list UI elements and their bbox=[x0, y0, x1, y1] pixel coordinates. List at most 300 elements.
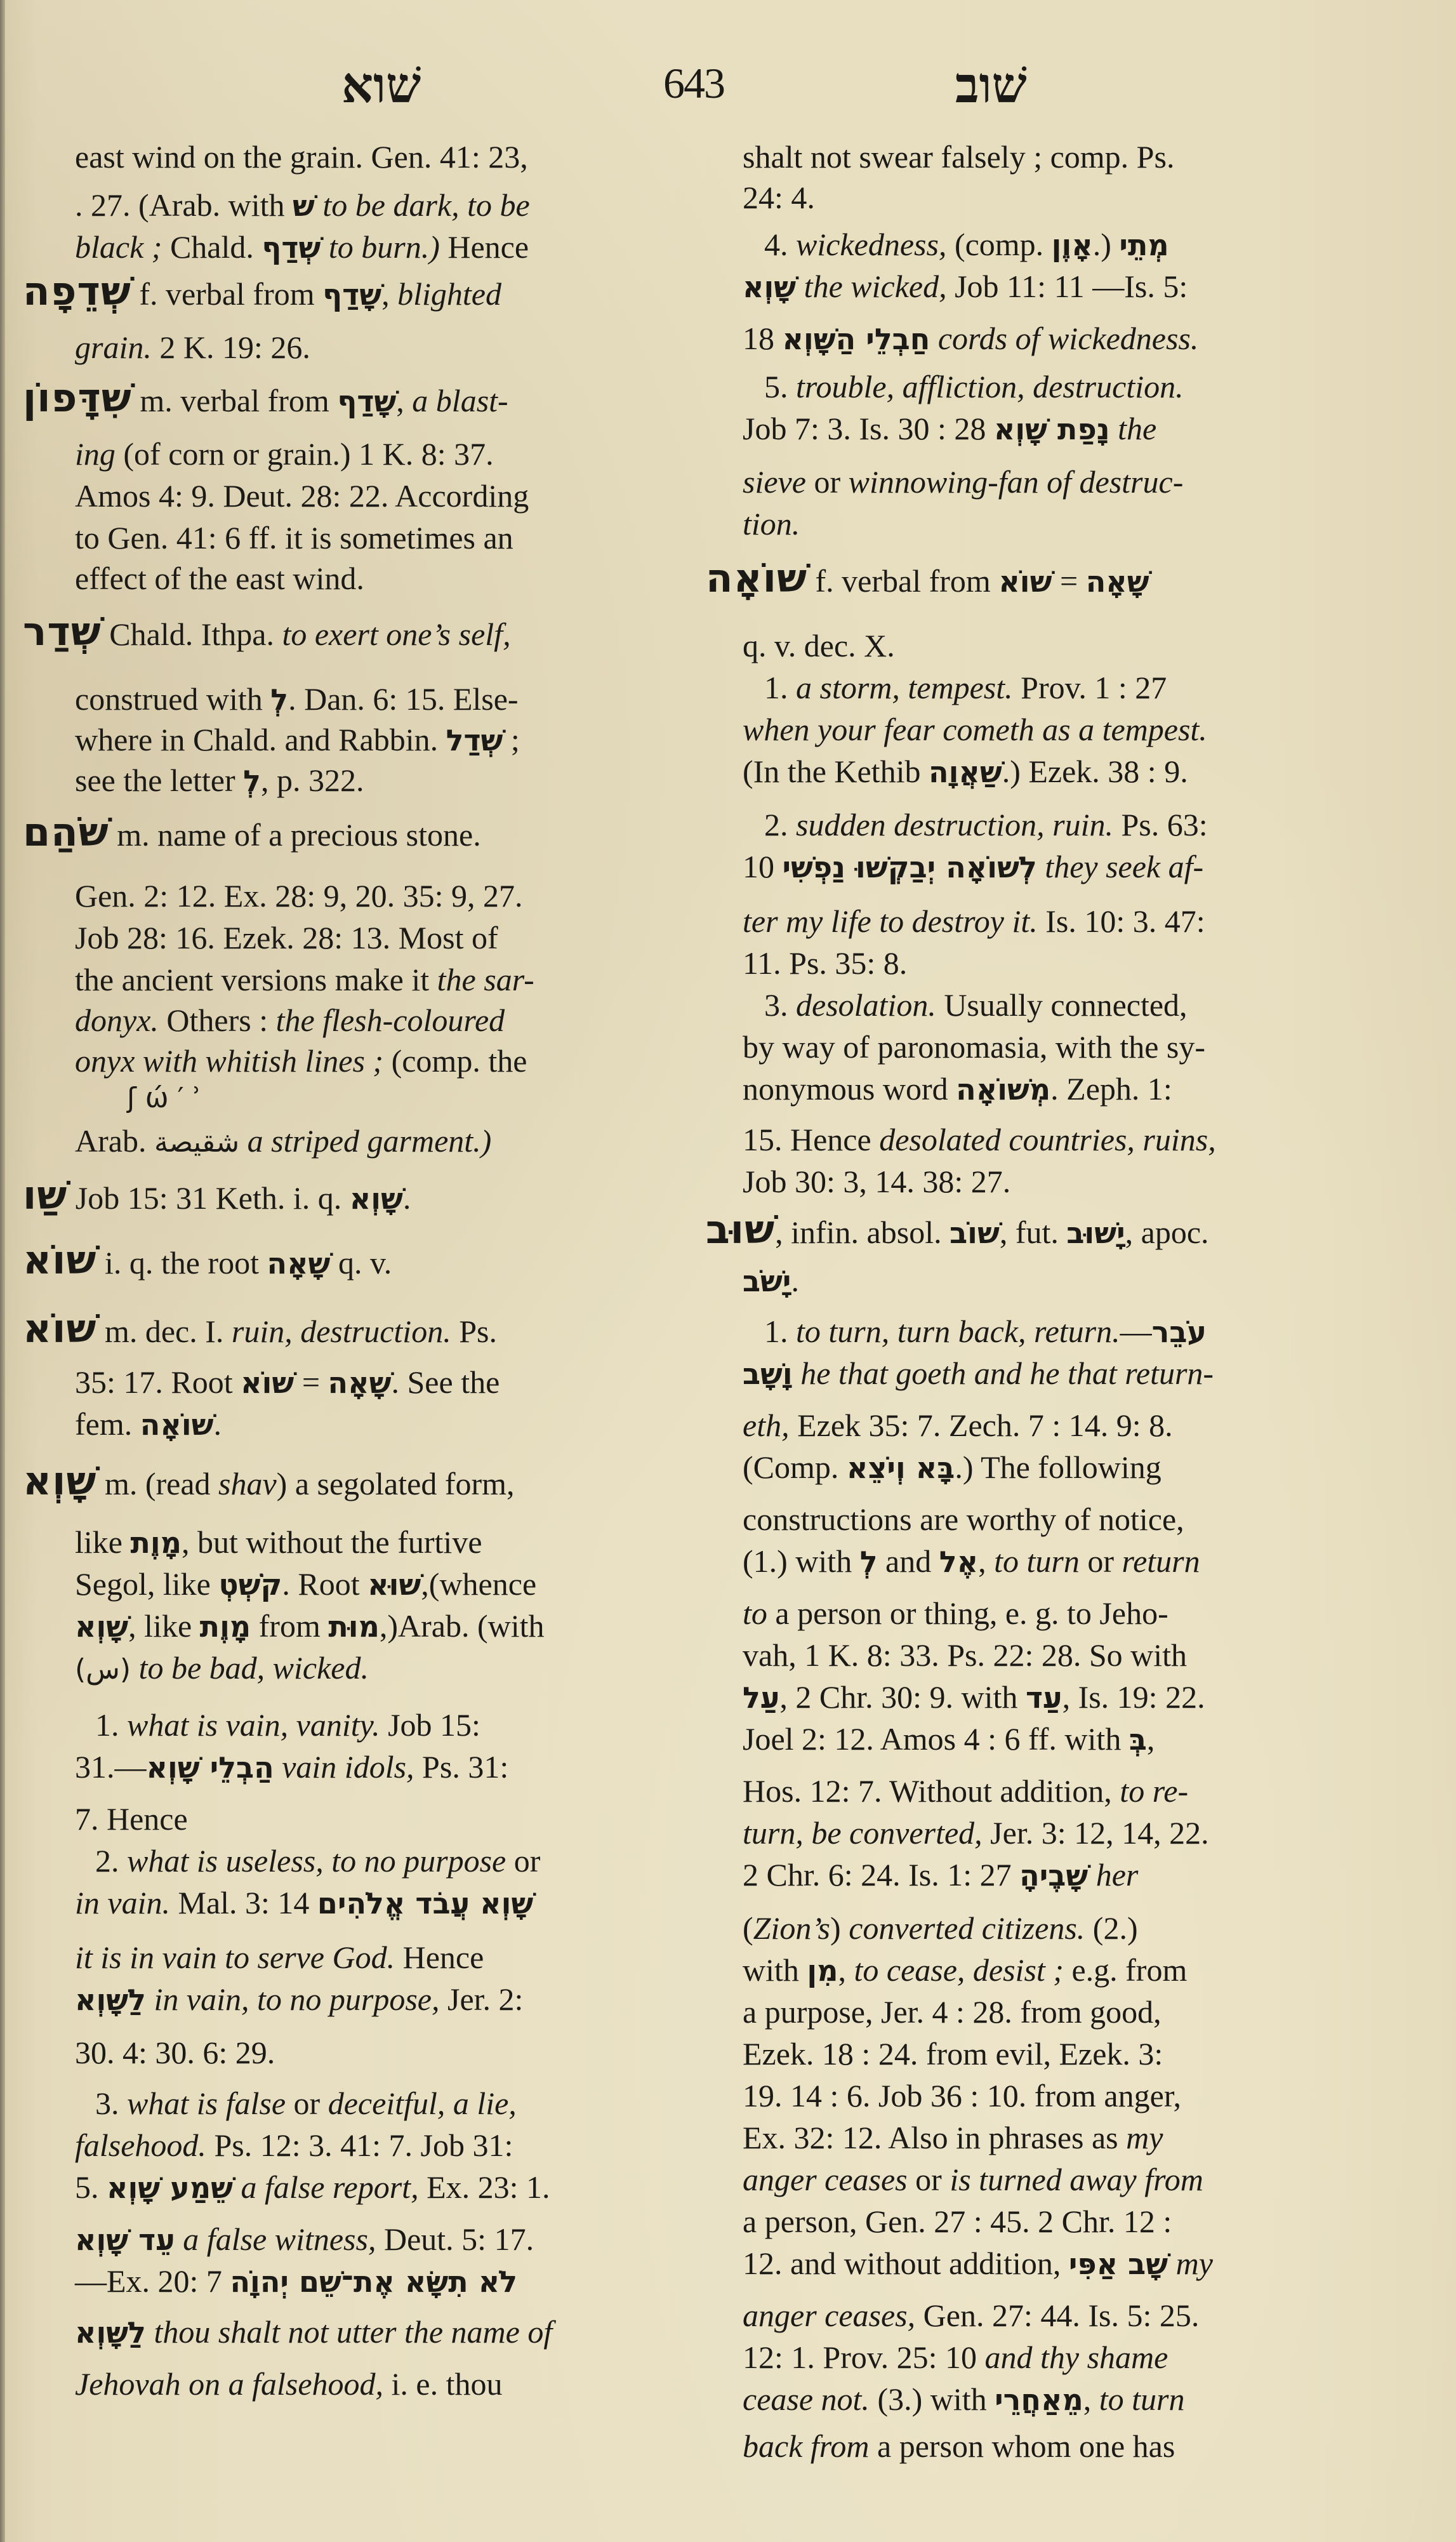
text-roman: Ps. 31: bbox=[414, 1749, 509, 1785]
text-line bbox=[743, 2034, 1163, 2073]
text-italic: a blast- bbox=[412, 383, 508, 418]
text-italic: to cease, desist ; bbox=[854, 1952, 1064, 1988]
text-roman: 4. bbox=[764, 227, 796, 262]
text-line bbox=[764, 668, 1167, 707]
hebrew-word: לְ bbox=[859, 1545, 878, 1579]
text-italic: to re- bbox=[1120, 1773, 1189, 1809]
text-italic: return bbox=[1122, 1543, 1200, 1579]
text-italic: her bbox=[1088, 1857, 1139, 1893]
text-italic: trouble, affliction, destruction. bbox=[796, 369, 1184, 404]
text-roman: Is. 10: 3. 47: bbox=[1037, 903, 1205, 939]
text-roman: see the letter bbox=[75, 762, 244, 798]
text-italic: a false report, bbox=[232, 2169, 419, 2205]
headword: שׁוֹאָה bbox=[706, 555, 808, 601]
text-line bbox=[75, 1564, 536, 1604]
headword: שׁוֹא bbox=[23, 1305, 97, 1352]
text-roman: or bbox=[286, 2086, 328, 2121]
hebrew-word: מְתֵי bbox=[1119, 228, 1169, 262]
text-roman: Ex. 23: 1. bbox=[418, 2169, 550, 2205]
hebrew-word: לְ bbox=[270, 682, 289, 717]
text-roman: ( bbox=[743, 1910, 753, 1946]
hebrew-word: שָׁב אַפִּי bbox=[1068, 2247, 1168, 2281]
text-roman: , infin. absol. bbox=[775, 1214, 950, 1250]
text-roman: Chald. bbox=[162, 229, 262, 265]
text-roman: to Gen. 41: 6 ff. it is sometimes an bbox=[75, 520, 513, 556]
text-roman: or bbox=[907, 2162, 950, 2197]
text-roman: 12: 1. Prov. 25: 10 bbox=[743, 2339, 985, 2375]
hebrew-word: שָׁאָה bbox=[267, 1246, 331, 1281]
hebrew-word: לְ bbox=[243, 764, 261, 798]
hebrew-word: לַשָּׁוְא bbox=[75, 1983, 146, 2017]
hebrew-word: אָוֶן bbox=[1051, 228, 1093, 262]
text-roman: Hos. 12: 7. Without addition, bbox=[743, 1773, 1120, 1809]
text-line bbox=[743, 1992, 1161, 2032]
text-roman: the ancient versions make it bbox=[75, 962, 437, 997]
text-line bbox=[743, 752, 1188, 791]
text-roman: . Zeph. 1: bbox=[1050, 1071, 1172, 1107]
text-roman: Amos 4: 9. Deut. 28: 22. According bbox=[75, 478, 529, 514]
text-italic: to bbox=[743, 1595, 767, 1631]
text-roman: Arab. bbox=[75, 1123, 154, 1159]
text-line bbox=[743, 710, 1207, 749]
text-line bbox=[743, 1500, 1184, 1539]
text-line bbox=[743, 267, 1188, 306]
text-roman: 3. bbox=[764, 987, 796, 1023]
text-italic: a striped garment.) bbox=[239, 1123, 492, 1159]
hebrew-word: שְׁדַף bbox=[261, 230, 321, 265]
text-line bbox=[75, 2033, 275, 2072]
page-binding-edge bbox=[0, 0, 5, 2542]
text-line bbox=[23, 1172, 411, 1218]
text-roman: Gen. 2: 12. Ex. 28: 9, 20. 35: 9, 27. bbox=[75, 878, 523, 914]
text-roman: Others : bbox=[158, 1002, 276, 1038]
hebrew-word: שֵׁמַע שָׁוְא bbox=[107, 2171, 233, 2205]
text-roman: f. verbal from bbox=[807, 563, 999, 599]
hebrew-word: מוּת bbox=[328, 1609, 380, 1644]
text-roman: vah, 1 K. 8: 33. Ps. 22: 28. So with bbox=[743, 1637, 1188, 1673]
text-italic: turn, be converted, bbox=[743, 1815, 983, 1851]
text-line bbox=[743, 1354, 1214, 1393]
text-roman: 2. bbox=[95, 1843, 127, 1879]
text-line bbox=[75, 960, 534, 999]
hebrew-word: יָשׁוּב bbox=[1066, 1216, 1125, 1250]
hebrew-word: שׁוּא bbox=[367, 1567, 421, 1602]
text-roman: Ps. 12: 3. 41: 7. Job 31: bbox=[206, 2127, 513, 2163]
hebrew-word: שׁוֹא bbox=[998, 564, 1052, 599]
text-roman: Job 30: 3, 14. 38: 27. bbox=[743, 1164, 1011, 1199]
text-italic: black ; bbox=[75, 229, 162, 265]
hebrew-word: שָׁוְא bbox=[75, 1609, 129, 1644]
text-roman: 12. and without addition, bbox=[743, 2246, 1069, 2281]
text-line bbox=[75, 2167, 550, 2207]
text-roman: east wind on the grain. Gen. 41: 23, bbox=[75, 139, 528, 175]
hebrew-word: מָוֶת bbox=[199, 1609, 251, 1644]
text-roman: ; bbox=[503, 722, 520, 757]
text-roman: Gen. 27: 44. Is. 5: 25. bbox=[915, 2298, 1200, 2333]
text-line bbox=[127, 1077, 201, 1116]
text-italic: shav bbox=[218, 1466, 277, 1501]
text-roman: . bbox=[791, 1263, 799, 1298]
hebrew-word: שׁוֹא bbox=[241, 1366, 295, 1400]
text-italic: donyx. bbox=[75, 1002, 159, 1038]
text-roman: Prov. 1 : 27 bbox=[1012, 670, 1167, 705]
text-line bbox=[23, 1237, 392, 1283]
text-roman: = bbox=[1052, 563, 1086, 599]
text-roman: by way of paronomasia, with the sy- bbox=[743, 1029, 1206, 1065]
text-italic: ter my life to destroy it. bbox=[743, 903, 1038, 939]
text-line bbox=[743, 2296, 1199, 2335]
text-italic: the flesh-coloured bbox=[275, 1002, 505, 1038]
text-line bbox=[75, 1799, 188, 1839]
text-line bbox=[743, 1069, 1172, 1108]
text-italic: vain idols, bbox=[274, 1749, 414, 1785]
text-line bbox=[75, 2261, 517, 2301]
text-roman: effect of the east wind. bbox=[75, 561, 364, 596]
text-line bbox=[23, 375, 508, 421]
text-roman: where in Chald. and Rabbin. bbox=[75, 722, 446, 757]
headword: שׁוּב bbox=[706, 1206, 776, 1253]
text-roman: 5. bbox=[764, 369, 796, 404]
text-italic: to turn bbox=[994, 1543, 1080, 1579]
text-line bbox=[23, 809, 481, 855]
text-roman: Mal. 3: 14 bbox=[169, 1885, 317, 1920]
text-line bbox=[75, 1606, 545, 1646]
text-line bbox=[75, 1747, 508, 1787]
text-roman: , but without the furtive bbox=[181, 1524, 482, 1560]
hebrew-word: מֵאַחֲרֵי bbox=[995, 2383, 1083, 2417]
text-roman: . bbox=[402, 1180, 411, 1216]
text-italic: what is useless, to no purpose bbox=[127, 1843, 506, 1879]
text-roman: q. v. bbox=[330, 1245, 392, 1281]
text-line bbox=[764, 1312, 1207, 1351]
hebrew-word: שָׁאָה bbox=[1085, 564, 1149, 599]
text-roman: Ex. 32: 12. Also in phrases as bbox=[743, 2120, 1127, 2155]
text-roman: a person whom one has bbox=[869, 2428, 1175, 2464]
text-line bbox=[95, 1841, 540, 1880]
text-italic: he that goeth and he that return- bbox=[792, 1355, 1214, 1391]
text-roman: (comp. bbox=[946, 227, 1052, 262]
text-italic: what is vain, vanity. bbox=[127, 1707, 380, 1743]
headword: שָׁוְא bbox=[23, 1458, 97, 1504]
hebrew-word: שׁ bbox=[293, 189, 315, 223]
text-roman: 35: 17. Root bbox=[75, 1364, 241, 1400]
text-roman: 15. Hence bbox=[743, 1122, 880, 1157]
text-roman: 31.— bbox=[75, 1749, 147, 1785]
text-italic: is turned away from bbox=[950, 2162, 1203, 2197]
text-roman: (Comp. bbox=[743, 1449, 847, 1485]
text-roman: Job 15: bbox=[380, 1707, 480, 1743]
text-roman: or bbox=[805, 464, 849, 500]
text-line bbox=[75, 518, 513, 557]
text-line bbox=[743, 1635, 1187, 1675]
text-line bbox=[75, 227, 529, 267]
text-line bbox=[75, 434, 494, 474]
text-roman: Job 28: 16. Ezek. 28: 13. Most of bbox=[75, 920, 498, 955]
text-roman: , bbox=[978, 1543, 995, 1579]
text-line bbox=[75, 918, 498, 957]
text-italic: converted citizens. bbox=[849, 1910, 1085, 1946]
text-line bbox=[743, 319, 1198, 358]
text-line bbox=[743, 847, 1203, 886]
text-roman: , fut. bbox=[999, 1214, 1067, 1250]
text-roman: 11. Ps. 35: 8. bbox=[743, 945, 908, 981]
text-roman: , bbox=[381, 276, 398, 312]
text-roman: .) bbox=[1092, 227, 1120, 262]
text-italic: falsehood. bbox=[75, 2127, 206, 2163]
hebrew-word: שָׁאָה bbox=[328, 1366, 392, 1400]
hebrew-word: מִן bbox=[807, 1953, 838, 1988]
text-line bbox=[743, 409, 1156, 448]
text-line bbox=[743, 2244, 1213, 2283]
text-line bbox=[23, 268, 501, 314]
arabic-word: ʃ ώ ′ ʾ bbox=[127, 1082, 202, 1114]
guide-word-left: שׁוא bbox=[341, 58, 421, 113]
text-line bbox=[743, 1719, 1155, 1759]
text-italic: cease not. bbox=[743, 2381, 870, 2417]
text-roman: 2 Chr. 6: 24. Is. 1: 27 bbox=[743, 1857, 1020, 1893]
page-number: 643 bbox=[663, 59, 724, 107]
text-line bbox=[75, 1522, 482, 1562]
text-line bbox=[743, 2202, 1172, 2241]
text-line bbox=[75, 1938, 484, 1977]
text-roman: Job 11: 11 —Is. 5: bbox=[946, 269, 1188, 304]
text-roman: Jer. 2: bbox=[439, 1981, 524, 2017]
text-italic: when your fear cometh as a tempest. bbox=[743, 712, 1207, 747]
text-italic: anger ceases bbox=[743, 2162, 908, 2197]
hebrew-word: קֹשְׁטְ bbox=[218, 1567, 282, 1602]
text-italic: tion. bbox=[743, 506, 800, 542]
text-italic: back from bbox=[743, 2428, 870, 2464]
hebrew-word: שָׁדַף bbox=[337, 384, 397, 418]
hebrew-word: עֹבֵר bbox=[1151, 1315, 1207, 1349]
text-line bbox=[743, 1406, 1173, 1445]
hebrew-word: שׁוֹאָה bbox=[140, 1407, 214, 1442]
text-italic: my bbox=[1168, 2246, 1213, 2281]
text-roman: construed with bbox=[75, 681, 271, 717]
text-roman: Ps. bbox=[451, 1314, 497, 1349]
text-italic: to burn.) bbox=[321, 229, 440, 265]
hebrew-word: חַבְלֵי הַשָּׁוְא bbox=[782, 322, 930, 356]
hebrew-word: לַשָּׁוְא bbox=[75, 2315, 146, 2350]
text-roman: from bbox=[251, 1608, 329, 1644]
text-roman: (of corn or grain.) 1 K. 8: 37. bbox=[115, 436, 494, 472]
text-line bbox=[75, 2126, 513, 2165]
text-roman: , like bbox=[128, 1608, 200, 1644]
text-roman: Hence bbox=[439, 229, 529, 265]
text-italic: the sar- bbox=[437, 962, 534, 997]
text-roman: e.g. from bbox=[1063, 1952, 1188, 1988]
text-roman: Ezek. 18 : 24. from evil, Ezek. 3: bbox=[743, 2036, 1163, 2072]
text-roman: Job 15: 31 Keth. i. q. bbox=[67, 1180, 350, 1216]
text-roman: 7. Hence bbox=[75, 1801, 188, 1837]
text-roman: 24: 4. bbox=[743, 180, 815, 215]
text-italic: to be dark, to be bbox=[314, 187, 530, 223]
text-roman: = bbox=[294, 1364, 328, 1400]
text-line bbox=[75, 1883, 533, 1922]
text-roman: Segol, like bbox=[75, 1566, 219, 1602]
text-italic: they seek af- bbox=[1036, 849, 1204, 884]
hebrew-word: שָׁוְא bbox=[743, 270, 797, 304]
headword: שַׁו bbox=[23, 1172, 68, 1218]
text-line bbox=[743, 1027, 1205, 1067]
text-roman: Joel 2: 12. Amos 4 : 6 ff. with bbox=[743, 1721, 1129, 1757]
text-line bbox=[23, 608, 511, 655]
text-roman: 18 bbox=[743, 321, 783, 356]
hebrew-word: שָׁבֶיהָ bbox=[1019, 1858, 1089, 1893]
text-line bbox=[743, 504, 800, 543]
text-line bbox=[75, 679, 519, 719]
text-line bbox=[75, 1980, 523, 2019]
text-line bbox=[75, 2364, 503, 2404]
text-roman: ) a segolated form, bbox=[276, 1466, 515, 1501]
hebrew-word: לֹא תִשָּׂא אֶת־שֵׁם יְהוָֹה bbox=[230, 2265, 518, 2299]
text-italic: eth, bbox=[743, 1407, 790, 1443]
text-line bbox=[743, 137, 1174, 176]
text-line bbox=[75, 1404, 222, 1444]
hebrew-word: בָּא וְיֹצֵא bbox=[846, 1451, 955, 1485]
text-roman: Chald. Ithpa. bbox=[101, 616, 282, 652]
text-roman: 1. bbox=[95, 1707, 127, 1743]
text-italic: wickedness, bbox=[796, 227, 947, 262]
arabic-word: شقيصة bbox=[154, 1126, 240, 1159]
text-line bbox=[95, 1705, 480, 1745]
text-italic: Zion’s bbox=[753, 1910, 831, 1946]
text-italic: in vain. bbox=[75, 1885, 170, 1920]
text-line bbox=[743, 2426, 1175, 2466]
text-roman: (2.) bbox=[1085, 1910, 1138, 1946]
hebrew-word: הַבְלֵי שָׁוְא bbox=[146, 1750, 274, 1785]
text-line bbox=[743, 2338, 1168, 2377]
text-italic: desolated countries, ruins, bbox=[879, 1122, 1216, 1157]
text-line bbox=[75, 720, 520, 759]
text-roman: or bbox=[506, 1843, 541, 1879]
text-roman: a person or thing, e. g. to Jeho- bbox=[767, 1595, 1168, 1631]
text-line bbox=[743, 2076, 1181, 2115]
text-roman: Ezek 35: 7. Zech. 7 : 14. 9: 8. bbox=[789, 1407, 1173, 1443]
text-line bbox=[743, 178, 815, 217]
text-line bbox=[75, 761, 364, 800]
text-line bbox=[75, 328, 310, 367]
hebrew-word: שָׁוְא bbox=[349, 1181, 403, 1216]
text-roman: m. name of a precious stone. bbox=[109, 817, 481, 853]
text-italic: to exert one’s self, bbox=[282, 616, 511, 652]
text-roman: 3. bbox=[95, 2086, 127, 2121]
arabic-word: (س) bbox=[75, 1653, 131, 1686]
text-roman: Ps. 63: bbox=[1113, 807, 1208, 842]
text-roman: or bbox=[1079, 1543, 1122, 1579]
text-roman: Deut. 5: 17. bbox=[376, 2221, 534, 2257]
text-roman: q. v. dec. X. bbox=[743, 628, 895, 663]
text-roman: .) Ezek. 38 : 9. bbox=[1002, 754, 1188, 789]
text-roman: 2 K. 19: 26. bbox=[151, 329, 310, 365]
headword: שׁוֹא bbox=[23, 1237, 97, 1283]
text-line bbox=[75, 876, 523, 915]
hebrew-word: מָוֶת bbox=[130, 1526, 182, 1560]
text-roman: , bbox=[1146, 1721, 1155, 1757]
text-roman: i. q. the root bbox=[96, 1245, 267, 1281]
text-italic: to turn, turn back, return. bbox=[796, 1314, 1120, 1349]
text-roman: ,(whence bbox=[421, 1566, 537, 1602]
text-roman: , 2 Chr. 30: 9. with bbox=[779, 1679, 1026, 1715]
hebrew-word: לְשׁוֹאָה יְבַקְשׁוּ נַפְשִׁי bbox=[782, 850, 1037, 884]
text-line bbox=[764, 225, 1169, 264]
text-line bbox=[743, 1162, 1010, 1201]
text-roman: Job 7: 3. Is. 30 : 28 bbox=[743, 411, 994, 446]
text-roman: 1. bbox=[764, 1314, 796, 1349]
text-italic: a false witness, bbox=[175, 2221, 376, 2257]
text-roman: , bbox=[396, 383, 413, 418]
text-italic: what is false bbox=[127, 2086, 286, 2121]
guide-word-right: שׁוב bbox=[955, 58, 1027, 113]
text-roman: and bbox=[877, 1543, 939, 1579]
text-line bbox=[75, 1001, 505, 1040]
text-italic: to be bad, wicked. bbox=[131, 1650, 369, 1686]
text-line bbox=[743, 902, 1205, 941]
text-italic: cords of wickedness. bbox=[930, 321, 1199, 356]
text-roman: nonymous word bbox=[743, 1071, 956, 1107]
hebrew-word: נָפַת שָׁוְא bbox=[993, 412, 1110, 446]
text-italic: onyx with whitish lines ; bbox=[75, 1043, 384, 1079]
text-roman: , Is. 19: 22. bbox=[1062, 1679, 1205, 1715]
text-line bbox=[743, 1677, 1205, 1717]
hebrew-word: יָשֹׁב bbox=[743, 1264, 791, 1298]
text-line bbox=[743, 1908, 1138, 1948]
headword: שְׁדֵפָה bbox=[23, 268, 131, 314]
hebrew-word: עַל bbox=[743, 1680, 780, 1715]
text-roman: like bbox=[75, 1524, 131, 1560]
hebrew-word: שְׁדַל bbox=[446, 723, 503, 757]
text-roman: Hence bbox=[395, 1940, 484, 1975]
text-italic: deceitful, a lie, bbox=[328, 2086, 517, 2121]
text-roman: Usually connected, bbox=[936, 987, 1188, 1023]
text-line bbox=[743, 462, 1183, 502]
text-italic: thou shalt not utter the name of bbox=[146, 2314, 553, 2350]
text-roman: . 27. (Arab. with bbox=[75, 187, 293, 223]
text-roman: .) The following bbox=[955, 1449, 1161, 1485]
text-roman: m. (read bbox=[96, 1466, 219, 1501]
text-line bbox=[75, 476, 529, 516]
text-roman: shalt not swear falsely ; comp. Ps. bbox=[743, 139, 1175, 175]
text-line bbox=[75, 1648, 369, 1687]
hebrew-word: בְּ bbox=[1128, 1722, 1147, 1757]
text-roman: — bbox=[1120, 1314, 1152, 1349]
hebrew-word: מְשׁוֹאָה bbox=[956, 1072, 1051, 1107]
text-roman: —Ex. 20: 7 bbox=[75, 2263, 230, 2299]
text-italic: sudden destruction, ruin. bbox=[796, 807, 1113, 842]
headword: שֹׁהַם bbox=[23, 809, 109, 855]
hebrew-word: שָׁוְא עֲבֹד אֱלֹהִים bbox=[317, 1886, 534, 1920]
hebrew-word: אֶל bbox=[939, 1545, 979, 1579]
text-line bbox=[743, 943, 907, 983]
text-roman: 10 bbox=[743, 849, 783, 884]
text-line bbox=[743, 1261, 799, 1300]
text-line bbox=[743, 2118, 1163, 2157]
text-line bbox=[743, 1541, 1200, 1581]
text-line bbox=[75, 137, 528, 176]
text-line bbox=[743, 1594, 1168, 1633]
text-roman: , bbox=[838, 1952, 854, 1988]
text-line bbox=[706, 555, 1149, 601]
text-roman: 2. bbox=[764, 807, 796, 842]
text-italic: a storm, tempest. bbox=[796, 670, 1013, 705]
text-roman: m. verbal from bbox=[131, 383, 338, 418]
text-roman: a person, Gen. 27 : 45. 2 Chr. 12 : bbox=[743, 2204, 1172, 2239]
hebrew-word: שַׁאֲוָה bbox=[928, 755, 1002, 789]
hebrew-word: וָשָׁב bbox=[743, 1357, 793, 1391]
text-italic: desolation. bbox=[796, 987, 936, 1023]
text-italic: grain. bbox=[75, 329, 152, 365]
text-italic: the bbox=[1109, 411, 1157, 446]
